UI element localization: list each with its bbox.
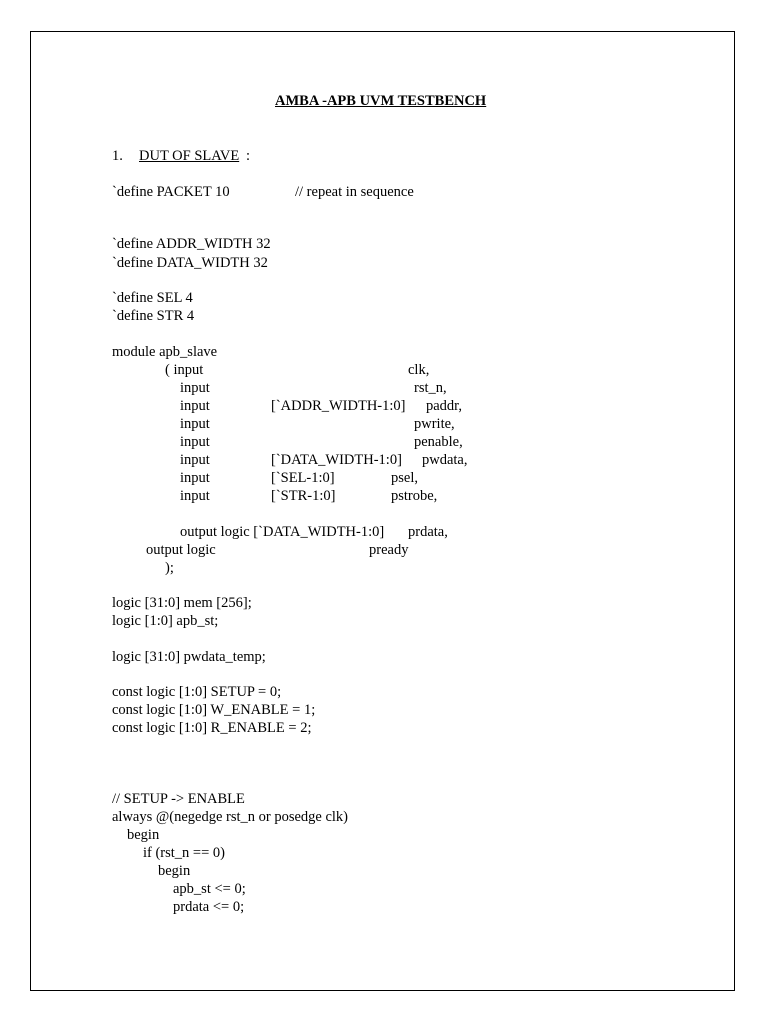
document-title: AMBA -APB UVM TESTBENCH	[275, 93, 487, 109]
section-heading: DUT OF SLAVE	[139, 148, 240, 164]
port-name: pwrite,	[414, 416, 455, 432]
port-name: pwdata,	[422, 452, 468, 468]
port-name: psel,	[391, 470, 418, 486]
define-packet-comment: // repeat in sequence	[295, 184, 414, 200]
port-name: clk,	[408, 362, 430, 378]
output-pready-name: pready	[369, 542, 409, 558]
output-prdata-decl: output logic [`DATA_WIDTH-1:0]	[180, 524, 385, 540]
port-direction: input	[180, 488, 210, 504]
define-packet: `define PACKET 10	[112, 184, 230, 200]
port-range: [`SEL-1:0]	[271, 470, 335, 486]
port-direction: input	[180, 398, 210, 414]
const-w-enable: const logic [1:0] W_ENABLE = 1;	[112, 702, 316, 718]
port-direction: ( input	[165, 362, 204, 378]
section-number: 1.	[112, 148, 123, 164]
const-r-enable: const logic [1:0] R_ENABLE = 2;	[112, 720, 312, 736]
assign-prdata: prdata <= 0;	[173, 899, 245, 915]
if-statement: if (rst_n == 0)	[143, 845, 225, 861]
port-range: [`STR-1:0]	[271, 488, 336, 504]
const-setup: const logic [1:0] SETUP = 0;	[112, 684, 282, 700]
port-direction: input	[180, 434, 210, 450]
port-range: [`DATA_WIDTH-1:0]	[271, 452, 402, 468]
port-name: paddr,	[426, 398, 463, 414]
module-declaration: module apb_slave	[112, 344, 218, 360]
define-addr-width: `define ADDR_WIDTH 32	[112, 236, 271, 252]
output-prdata-name: prdata,	[408, 524, 448, 540]
port-range: [`ADDR_WIDTH-1:0]	[271, 398, 406, 414]
output-pready-decl: output logic	[146, 542, 216, 558]
port-direction: input	[180, 470, 210, 486]
logic-mem: logic [31:0] mem [256];	[112, 595, 252, 611]
define-sel: `define SEL 4	[112, 290, 193, 306]
always-block: always @(negedge rst_n or posedge clk)	[112, 809, 349, 825]
logic-apb-st: logic [1:0] apb_st;	[112, 613, 219, 629]
define-data-width: `define DATA_WIDTH 32	[112, 255, 268, 271]
port-name: pstrobe,	[391, 488, 438, 504]
define-str: `define STR 4	[112, 308, 195, 324]
page-frame	[30, 31, 735, 991]
port-name: rst_n,	[414, 380, 447, 396]
section-suffix: :	[246, 148, 251, 164]
port-direction: input	[180, 452, 210, 468]
comment-setup-enable: // SETUP -> ENABLE	[112, 791, 245, 807]
logic-pwdata-temp: logic [31:0] pwdata_temp;	[112, 649, 266, 665]
port-direction: input	[180, 416, 210, 432]
begin-keyword: begin	[158, 863, 191, 879]
begin-keyword: begin	[127, 827, 160, 843]
port-name: penable,	[414, 434, 463, 450]
assign-apb-st: apb_st <= 0;	[173, 881, 246, 897]
port-list-close: );	[165, 560, 174, 576]
port-direction: input	[180, 380, 210, 396]
